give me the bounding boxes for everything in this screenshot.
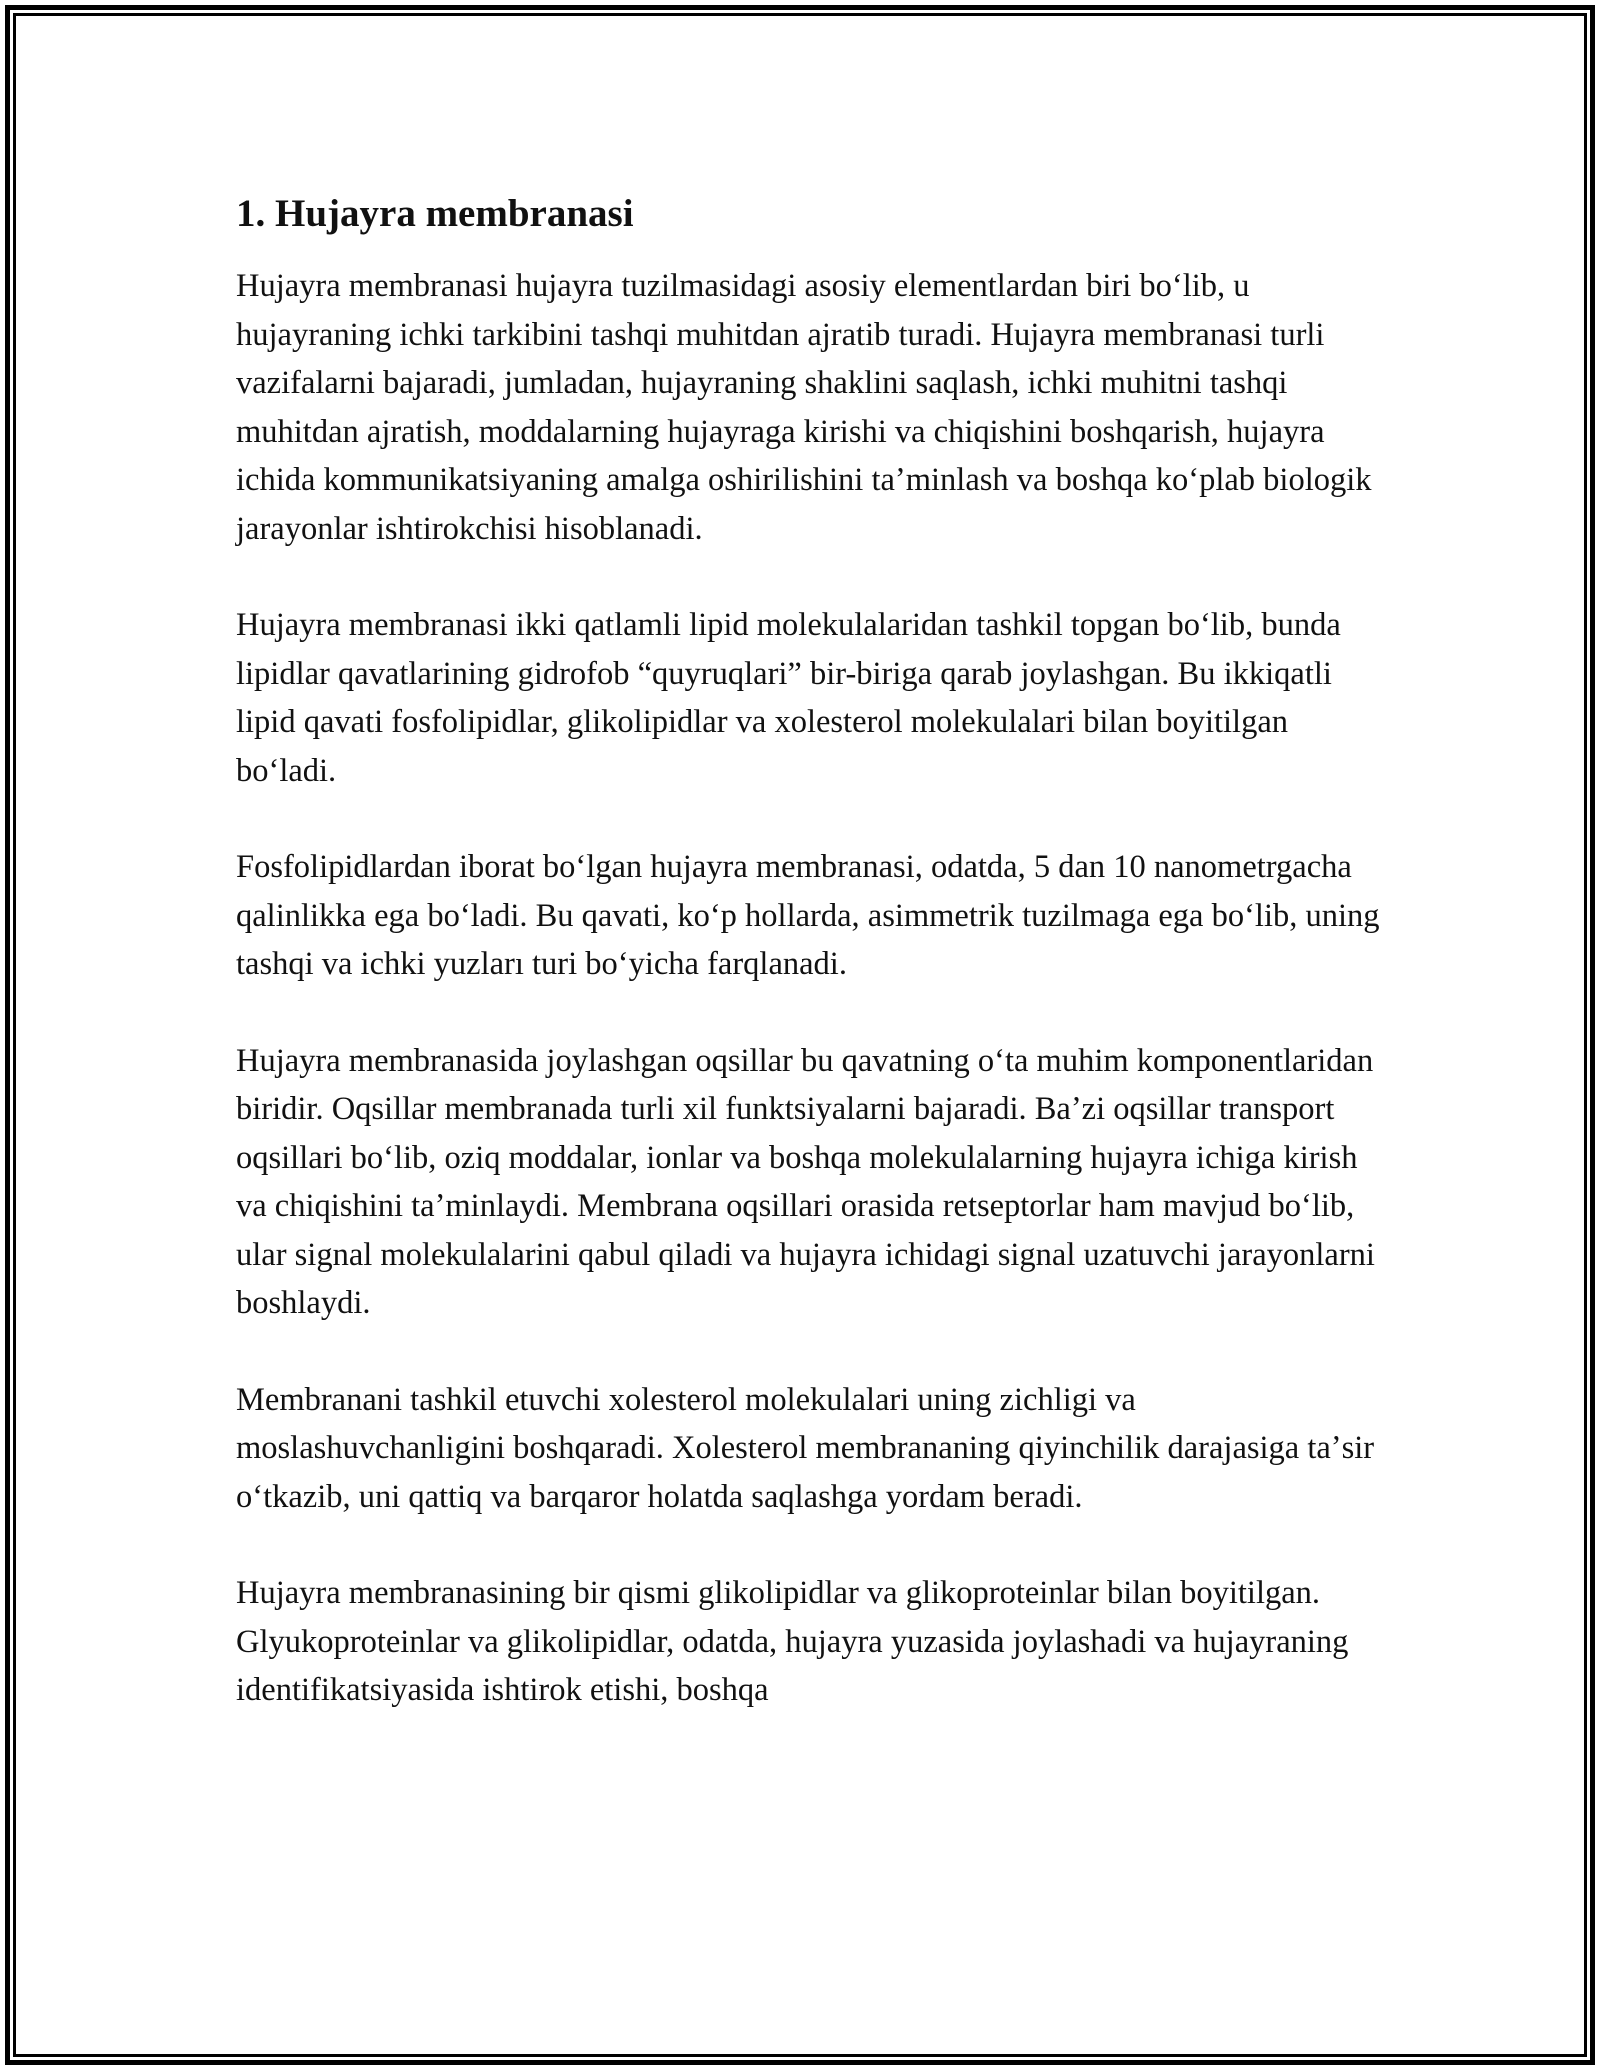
document-body <box>236 186 1386 1763</box>
paragraph-6: Hujayra membranasining bir qismi glikolipidlar va glikoproteinlar bilan boyitilgan. Glyukoproteinlar va glikolipidlar, odatda, hujayra yuzasida joylashadi va hujayraning identifikatsiyasida ishtirok etishi, boshqa <box>236 1575 1349 1708</box>
paragraph-4: Hujayra membranasida joylashgan oqsillar bu qavatning oʻta muhim komponentlaridan biridir. Oqsillar membranada turli xil funktsiyalarni bajaradi. Baʼzi oqsillar transport oqsillari boʻlib, oziq moddalar, ionlar va boshqa molekulalarning hujayra ichiga kirish va chiqishini taʼminlaydi. Membrana oqsillari orasida retseptorlar ham mavjud boʻlib, ular signal molekulalarini qabul qiladi va hujayra ichidagi signal uzatuvchi jarayonlarni boshlaydi. <box>236 1042 1375 1321</box>
paragraph-5: Membranani tashkil etuvchi xolesterol molekulalari uning zichligi va moslashuvchanligini boshqaradi. Xolesterol membrananing qiyinchilik darajasiga taʼsir oʻtkazib, uni qattiq va barqaror holatda saqlashga yordam beradi. <box>236 1381 1375 1515</box>
paragraph-1: Hujayra membranasi hujayra tuzilmasidagi asosiy elementlardan biri boʻlib, u hujayraning ichki tarkibini tashqi muhitdan ajratib turadi. Hujayra membranasi turli vazifalarni bajaradi, jumladan, hujayraning shaklini saqlash, ichki muhitni tashqi muhitdan ajratish, moddalarning hujayraga kirishi va chiqishini boshqarish, hujayra ichida kommunikatsiyaning amalga oshirilishini taʼminlash va boshqa koʻplab biologik jarayonlar ishtirokchisi hisoblanadi. <box>236 268 1372 547</box>
paragraph-2: Hujayra membranasi ikki qatlamli lipid molekulalaridan tashkil topgan boʻlib, bunda lipidlar qavatlarining gidrofob “quyruqlari” bir-biriga qarab joylashgan. Bu ikkiqatli lipid qavati fosfolipidlar, glikolipidlar va xolesterol molekulalari bilan boyitilgan boʻladi. <box>236 607 1341 789</box>
paragraph-3: Fosfolipidlardan iborat boʻlgan hujayra membranasi, odatda, 5 dan 10 nanometrgacha qalinlikka ega boʻladi. Bu qavati, koʻp hollarda, asimmetrik tuzilmaga ega boʻlib, uning tashqi va ichki yuzları turi boʻyicha farqlanadi. <box>236 849 1380 982</box>
section-heading: 1. Hujayra membranasi <box>236 192 634 235</box>
